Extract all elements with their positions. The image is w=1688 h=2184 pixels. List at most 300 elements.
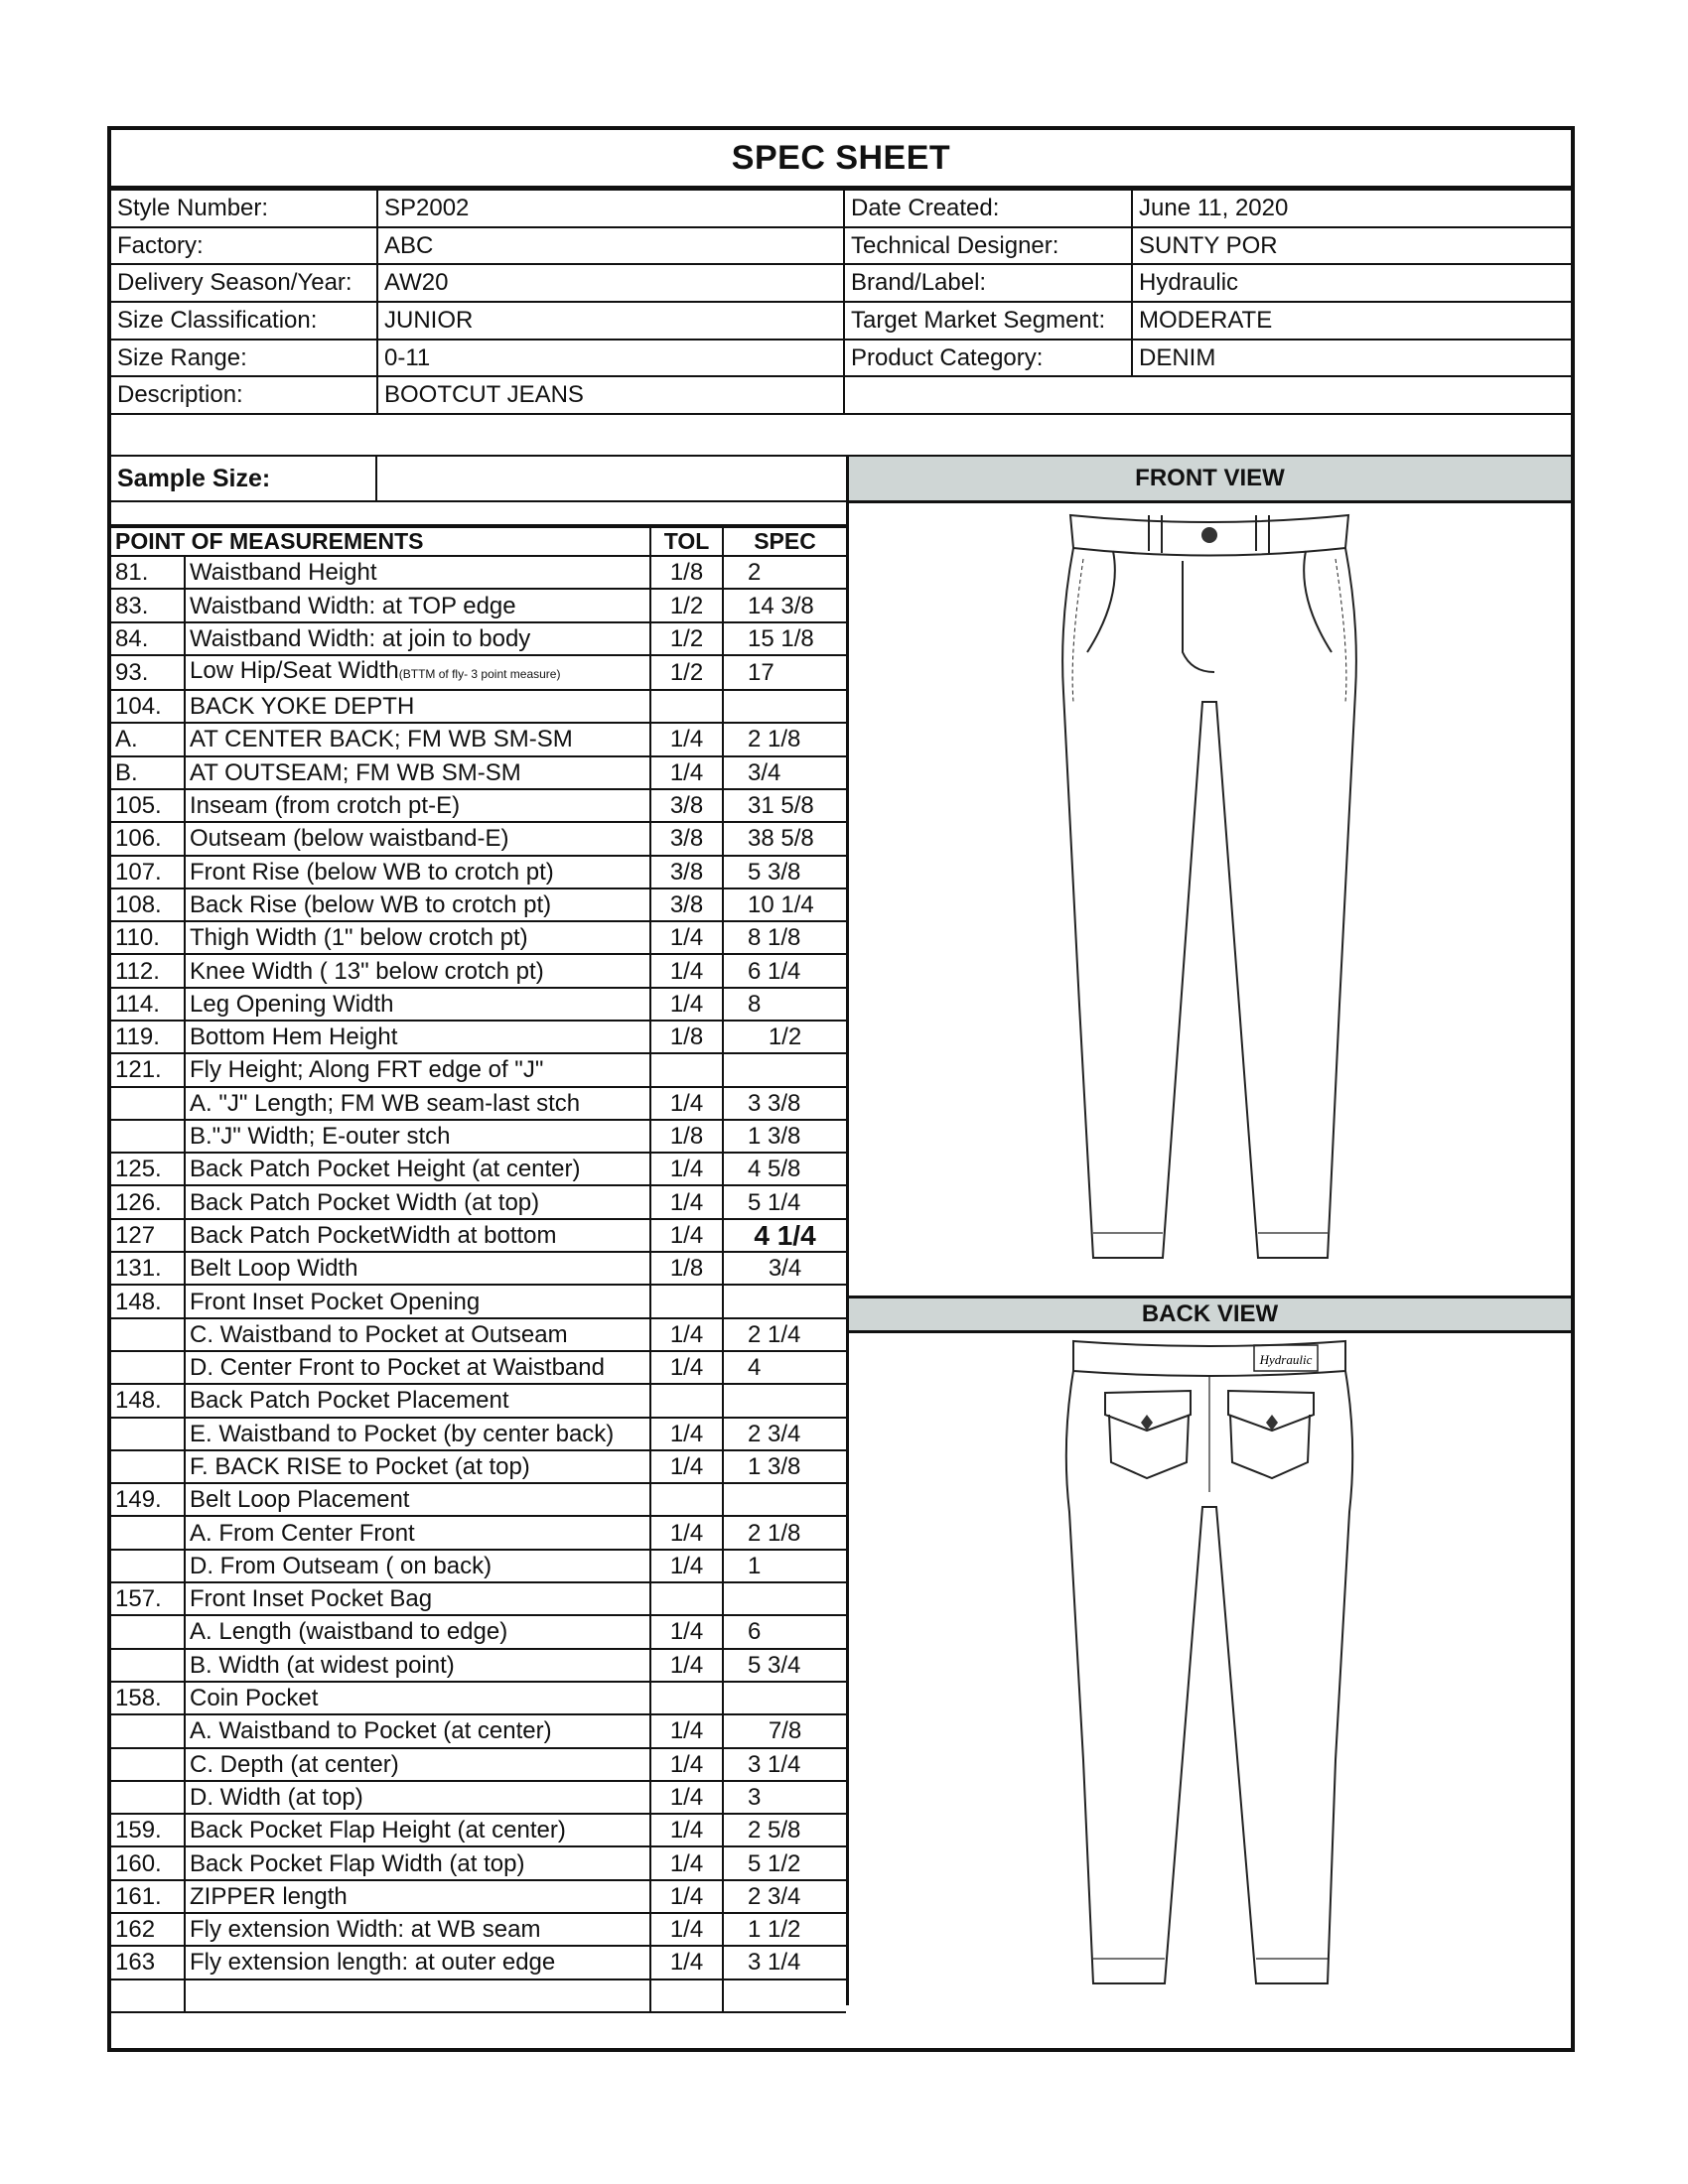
pom-spec: [723, 1053, 846, 1086]
spacer-row: [111, 502, 846, 526]
pom-description-text: Back Pocket Flap Width (at top): [190, 1849, 525, 1877]
pom-description-text: C. Waistband to Pocket at Outseam: [190, 1320, 568, 1348]
pom-description-text: ZIPPER length: [190, 1882, 348, 1910]
pom-tol: 1/2: [650, 622, 723, 655]
pom-description-text: Back Patch Pocket Width (at top): [190, 1188, 540, 1216]
pom-description: [185, 1185, 650, 1218]
pom-row: [111, 556, 846, 589]
pom-number: [111, 1418, 185, 1450]
pom-tol: [650, 690, 723, 723]
pom-description: [185, 756, 650, 789]
pom-spec: 5 1/2: [723, 1846, 846, 1879]
pom-description: [185, 1880, 650, 1913]
pom-row: [111, 789, 846, 822]
pom-spec: 6 1/4: [723, 954, 846, 987]
pom-tol: 1/4: [650, 1946, 723, 1979]
header-label: Factory:: [111, 227, 377, 265]
pom-description-text: Waistband Width: at join to body: [190, 624, 531, 652]
pom-description: [185, 1120, 650, 1153]
pom-description: [185, 856, 650, 888]
pom-tol: 1/4: [650, 1913, 723, 1946]
header-row: [111, 302, 1571, 340]
pom-description: [185, 1418, 650, 1450]
pom-description-text: Back Patch Pocket Placement: [190, 1387, 509, 1415]
pom-description-text: C. Depth (at center): [190, 1750, 399, 1778]
pom-description: [185, 1846, 650, 1879]
pom-number: 162: [111, 1913, 185, 1946]
pom-number: 104.: [111, 690, 185, 723]
pom-number: 110.: [111, 921, 185, 954]
pom-row: [111, 1814, 846, 1846]
pom-spec: 1: [723, 1550, 846, 1582]
views-panel: [849, 457, 1571, 2005]
pom-row: [111, 1450, 846, 1483]
pom-number: [111, 1318, 185, 1351]
pom-tol: 1/4: [650, 1153, 723, 1185]
header-value: ABC: [377, 227, 844, 265]
back-view-label: BACK VIEW: [849, 1298, 1571, 1333]
pom-tol: 1/2: [650, 589, 723, 621]
pom-spec: 3: [723, 1781, 846, 1814]
pom-spec: 4 5/8: [723, 1153, 846, 1185]
pom-description: [185, 690, 650, 723]
pom-row: [111, 988, 846, 1021]
pom-row: [111, 1880, 846, 1913]
pom-number: 119.: [111, 1021, 185, 1053]
pom-description: [185, 1318, 650, 1351]
pom-number: 148.: [111, 1285, 185, 1317]
pom-description-text: A. From Center Front: [190, 1519, 415, 1547]
header-value: Hydraulic: [1132, 264, 1571, 302]
pom-description-text: D. Center Front to Pocket at Waistband: [190, 1354, 605, 1382]
pom-tol: 1/4: [650, 1781, 723, 1814]
pom-row: [111, 1649, 846, 1682]
pom-row: [111, 1153, 846, 1185]
header-row: [111, 190, 1571, 227]
pom-tol: 3/8: [650, 856, 723, 888]
pom-spec: [723, 1483, 846, 1516]
pom-spec: 5 3/4: [723, 1649, 846, 1682]
pom-description: [185, 1351, 650, 1384]
header-label: Product Category:: [844, 340, 1132, 377]
pom-tol: 1/4: [650, 1087, 723, 1120]
pom-row: [111, 1021, 846, 1053]
pom-row: [111, 756, 846, 789]
pom-row: [111, 723, 846, 755]
pom-number: 93.: [111, 655, 185, 690]
description-label: Description:: [111, 376, 377, 414]
pom-number: 107.: [111, 856, 185, 888]
header-value: SUNTY POR: [1132, 227, 1571, 265]
pom-row: [111, 1318, 846, 1351]
pom-description-text: A. "J" Length; FM WB seam-last stch: [190, 1089, 581, 1117]
pom-description: [185, 789, 650, 822]
tol-header: TOL: [650, 527, 723, 556]
front-button: [1201, 527, 1217, 543]
pom-description-text: Back Rise (below WB to crotch pt): [190, 890, 552, 918]
spec-sheet: [107, 126, 1575, 2052]
pom-description: [185, 1516, 650, 1549]
pom-tol: 1/4: [650, 1418, 723, 1450]
pom-row: [111, 1483, 846, 1516]
pom-row: [111, 589, 846, 621]
pom-description-text: Fly extension Width: at WB seam: [190, 1916, 541, 1944]
pom-tol: 1/8: [650, 1120, 723, 1153]
pom-tol: 1/8: [650, 556, 723, 589]
pom-spec: 3 1/4: [723, 1946, 846, 1979]
pom-spec: 5 1/4: [723, 1185, 846, 1218]
header-value: AW20: [377, 264, 844, 302]
back-view: [849, 1296, 1571, 2008]
pom-spec: 2: [723, 556, 846, 589]
pom-header: POINT OF MEASUREMENTS: [111, 527, 650, 556]
header-label: Brand/Label:: [844, 264, 1132, 302]
pom-row: [111, 822, 846, 855]
pom-description: [185, 1053, 650, 1086]
pom-description-text: Back Patch PocketWidth at bottom: [190, 1221, 557, 1249]
pom-row: [111, 1748, 846, 1781]
header-label: Date Created:: [844, 190, 1132, 227]
front-legs-outline: [1062, 548, 1356, 1258]
pom-number: [111, 1120, 185, 1153]
pom-tol: [650, 1483, 723, 1516]
pom-tol: 1/4: [650, 1185, 723, 1218]
pom-description-text: B. Width (at widest point): [190, 1651, 455, 1679]
pom-tol: 1/4: [650, 1219, 723, 1252]
pom-description: [185, 822, 650, 855]
pom-description: [185, 1450, 650, 1483]
pom-spec: [723, 1285, 846, 1317]
pom-description-text: D. From Outseam ( on back): [190, 1552, 492, 1579]
header-value: June 11, 2020: [1132, 190, 1571, 227]
pom-description-text: Leg Opening Width: [190, 990, 394, 1018]
pom-description-text: Front Inset Pocket Bag: [190, 1585, 433, 1613]
pom-tol: 1/2: [650, 655, 723, 690]
pom-number: 108.: [111, 888, 185, 921]
left-pocket-curve: [1087, 551, 1115, 652]
pom-description: [185, 1550, 650, 1582]
pom-description: [185, 921, 650, 954]
pom-tol: 1/4: [650, 1450, 723, 1483]
pom-description: [185, 589, 650, 621]
back-jeans-drawing: [849, 1333, 1571, 2008]
header-value: 0-11: [377, 340, 844, 377]
pom-table: [111, 526, 846, 2013]
pom-spec: 2 5/8: [723, 1814, 846, 1846]
pom-spec: 6: [723, 1615, 846, 1648]
pom-tol: [650, 1979, 723, 2012]
header-row: [111, 227, 1571, 265]
pom-tol: 3/8: [650, 888, 723, 921]
sample-size-row: [111, 457, 846, 502]
pom-row: [111, 1351, 846, 1384]
pom-tol: [650, 1053, 723, 1086]
pom-spec: 3 1/4: [723, 1748, 846, 1781]
pom-tol: 1/4: [650, 1748, 723, 1781]
pom-row: [111, 954, 846, 987]
pom-description-text: Fly Height; Along FRT edge of "J": [190, 1056, 544, 1084]
header-value: MODERATE: [1132, 302, 1571, 340]
header-label: Target Market Segment:: [844, 302, 1132, 340]
pom-description: [185, 1946, 650, 1979]
pom-description-text: Inseam (from crotch pt-E): [190, 792, 461, 820]
pom-tol: 1/4: [650, 1880, 723, 1913]
pom-tol: 1/4: [650, 756, 723, 789]
front-view-label: FRONT VIEW: [849, 457, 1571, 503]
pom-row: [111, 1550, 846, 1582]
pom-description: [185, 888, 650, 921]
pom-row: [111, 1053, 846, 1086]
pom-number: 114.: [111, 988, 185, 1021]
pom-tol: 1/4: [650, 1649, 723, 1682]
pom-spec: 3 3/8: [723, 1087, 846, 1120]
pom-spec: 8 1/8: [723, 921, 846, 954]
pom-spec: 4 1/4: [723, 1219, 846, 1252]
pom-spec: 14 3/8: [723, 589, 846, 621]
pom-description: [185, 1219, 650, 1252]
header-label: Size Range:: [111, 340, 377, 377]
pom-spec: [723, 1582, 846, 1615]
pom-description-text: Back Pocket Flap Height (at center): [190, 1817, 566, 1844]
sheet-title: SPEC SHEET: [111, 130, 1571, 189]
pom-spec: 10 1/4: [723, 888, 846, 921]
pom-description-text: Waistband Height: [190, 559, 377, 587]
pom-spec: 7/8: [723, 1714, 846, 1747]
measurements-panel: [111, 457, 849, 2005]
pom-number: A.: [111, 723, 185, 755]
pom-description-text: Front Inset Pocket Opening: [190, 1288, 481, 1315]
pom-description-text: A. Waistband to Pocket (at center): [190, 1717, 552, 1745]
pom-description: [185, 1979, 650, 2012]
pom-spec: 1 1/2: [723, 1913, 846, 1946]
description-blank: [844, 376, 1571, 414]
right-pocket-curve: [1304, 551, 1332, 652]
pom-description: [185, 655, 650, 690]
pom-spec: 3/4: [723, 756, 846, 789]
pom-spec: 2 3/4: [723, 1418, 846, 1450]
pom-spec: 1 3/8: [723, 1120, 846, 1153]
pom-description: [185, 556, 650, 589]
pom-tol: 1/8: [650, 1021, 723, 1053]
pom-description: [185, 1682, 650, 1714]
blank-row: [111, 415, 1571, 457]
pom-row: [111, 1979, 846, 2012]
pom-number: [111, 1516, 185, 1549]
pom-row: [111, 888, 846, 921]
pom-number: [111, 1748, 185, 1781]
header-label: Size Classification:: [111, 302, 377, 340]
pom-tol: 1/8: [650, 1252, 723, 1285]
pom-number: 126.: [111, 1185, 185, 1218]
pom-number: 106.: [111, 822, 185, 855]
pom-spec: [723, 690, 846, 723]
pom-tol: 3/8: [650, 822, 723, 855]
pom-spec: [723, 1384, 846, 1417]
pom-number: [111, 1087, 185, 1120]
pom-number: [111, 1450, 185, 1483]
pom-number: B.: [111, 756, 185, 789]
pom-tol: [650, 1582, 723, 1615]
pom-description-text: F. BACK RISE to Pocket (at top): [190, 1452, 530, 1480]
pom-tol: 1/4: [650, 954, 723, 987]
pom-description-text: Waistband Width: at TOP edge: [190, 592, 516, 619]
pom-description-text: Fly extension length: at outer edge: [190, 1949, 556, 1977]
pom-spec: 2 3/4: [723, 1880, 846, 1913]
pom-row: [111, 921, 846, 954]
pom-description-text: Low Hip/Seat Width: [190, 657, 399, 685]
pom-number: 159.: [111, 1814, 185, 1846]
pom-spec: 5 3/8: [723, 856, 846, 888]
pom-description: [185, 1483, 650, 1516]
pom-spec: 15 1/8: [723, 622, 846, 655]
fly-stitch: [1183, 561, 1214, 672]
pom-description: [185, 723, 650, 755]
pom-row: [111, 690, 846, 723]
header-table: [111, 189, 1571, 415]
pom-tol: 1/4: [650, 1615, 723, 1648]
pom-description: [185, 988, 650, 1021]
pom-tol: [650, 1285, 723, 1317]
sample-size-label: Sample Size:: [111, 457, 377, 500]
pom-row: [111, 1516, 846, 1549]
header-value: SP2002: [377, 190, 844, 227]
pom-spec: 2 1/8: [723, 1516, 846, 1549]
pom-number: 81.: [111, 556, 185, 589]
pom-spec: 31 5/8: [723, 789, 846, 822]
header-value: DENIM: [1132, 340, 1571, 377]
pom-description-text: Bottom Hem Height: [190, 1024, 398, 1051]
pom-description-text: Belt Loop Width: [190, 1255, 358, 1283]
pom-row: [111, 1682, 846, 1714]
pom-description: [185, 1252, 650, 1285]
pom-description: [185, 1748, 650, 1781]
pom-description: [185, 1714, 650, 1747]
header-label: Technical Designer:: [844, 227, 1132, 265]
pom-description: [185, 1582, 650, 1615]
pom-spec: [723, 1979, 846, 2012]
pom-number: [111, 1351, 185, 1384]
pom-spec: 2 1/4: [723, 1318, 846, 1351]
pom-description-text: Knee Width ( 13" below crotch pt): [190, 957, 544, 985]
pom-number: 157.: [111, 1582, 185, 1615]
pom-number: 127: [111, 1219, 185, 1252]
pom-number: [111, 1550, 185, 1582]
pom-row: [111, 1582, 846, 1615]
pom-tol: [650, 1682, 723, 1714]
pom-tol: 1/4: [650, 723, 723, 755]
pom-number: 149.: [111, 1483, 185, 1516]
pom-spec: 1/2: [723, 1021, 846, 1053]
pom-number: 105.: [111, 789, 185, 822]
pom-tol: 1/4: [650, 1814, 723, 1846]
pom-number: [111, 1781, 185, 1814]
pom-description: [185, 1087, 650, 1120]
pom-spec: 8: [723, 988, 846, 1021]
pom-spec: 3/4: [723, 1252, 846, 1285]
pom-description: [185, 622, 650, 655]
pom-description: [185, 1913, 650, 1946]
pom-tol: 3/8: [650, 789, 723, 822]
pom-spec: 38 5/8: [723, 822, 846, 855]
pom-number: 163: [111, 1946, 185, 1979]
front-jeans-drawing: [849, 503, 1571, 1296]
pom-description: [185, 1021, 650, 1053]
pom-description-text: A. Length (waistband to edge): [190, 1618, 508, 1646]
header-label: Style Number:: [111, 190, 377, 227]
pom-spec: [723, 1682, 846, 1714]
pom-number: 161.: [111, 1880, 185, 1913]
pom-number: 83.: [111, 589, 185, 621]
pom-number: 112.: [111, 954, 185, 987]
pom-number: 160.: [111, 1846, 185, 1879]
pom-description: [185, 1814, 650, 1846]
pom-row: [111, 655, 846, 690]
pom-description-text: AT CENTER BACK; FM WB SM-SM: [190, 726, 573, 753]
pom-row: [111, 1087, 846, 1120]
pom-number: 158.: [111, 1682, 185, 1714]
pom-number: 148.: [111, 1384, 185, 1417]
spec-header: SPEC: [723, 527, 846, 556]
pom-row: [111, 1781, 846, 1814]
pom-row: [111, 856, 846, 888]
pom-row: [111, 1120, 846, 1153]
pom-description-text: E. Waistband to Pocket (by center back): [190, 1420, 615, 1447]
pom-number: [111, 1979, 185, 2012]
pom-description: [185, 1153, 650, 1185]
pom-note: (BTTM of fly- 3 point measure): [398, 667, 561, 682]
pom-spec: 4: [723, 1351, 846, 1384]
pom-row: [111, 1418, 846, 1450]
pom-tol: 1/4: [650, 988, 723, 1021]
pom-row: [111, 1714, 846, 1747]
pom-number: [111, 1615, 185, 1648]
pom-description: [185, 954, 650, 987]
pom-row: [111, 1285, 846, 1317]
pom-number: 131.: [111, 1252, 185, 1285]
pom-tol: 1/4: [650, 1351, 723, 1384]
pom-row: [111, 1946, 846, 1979]
pom-description-text: D. Width (at top): [190, 1783, 363, 1811]
pom-row: [111, 622, 846, 655]
pom-spec: 2 1/8: [723, 723, 846, 755]
pom-description: [185, 1781, 650, 1814]
header-row: [111, 340, 1571, 377]
pom-row: [111, 1615, 846, 1648]
pom-number: 121.: [111, 1053, 185, 1086]
pom-tol: 1/4: [650, 921, 723, 954]
pom-tol: 1/4: [650, 1318, 723, 1351]
pom-row: [111, 1384, 846, 1417]
pom-description-text: Coin Pocket: [190, 1685, 319, 1712]
pom-tol: 1/4: [650, 1846, 723, 1879]
pom-description-text: Belt Loop Placement: [190, 1486, 410, 1514]
pom-header-row: [111, 527, 846, 556]
pom-tol: 1/4: [650, 1714, 723, 1747]
pom-description: [185, 1649, 650, 1682]
pom-row: [111, 1252, 846, 1285]
pom-row: [111, 1846, 846, 1879]
pom-tol: 1/4: [650, 1550, 723, 1582]
pom-description: [185, 1384, 650, 1417]
pom-spec: 17: [723, 655, 846, 690]
pom-description-text: AT OUTSEAM; FM WB SM-SM: [190, 758, 521, 786]
pom-spec: 1 3/8: [723, 1450, 846, 1483]
description-row: [111, 376, 1571, 414]
pom-number: 125.: [111, 1153, 185, 1185]
brand-patch-text: Hydraulic: [1259, 1352, 1313, 1368]
pom-description-text: BACK YOKE DEPTH: [190, 693, 415, 721]
pom-row: [111, 1913, 846, 1946]
